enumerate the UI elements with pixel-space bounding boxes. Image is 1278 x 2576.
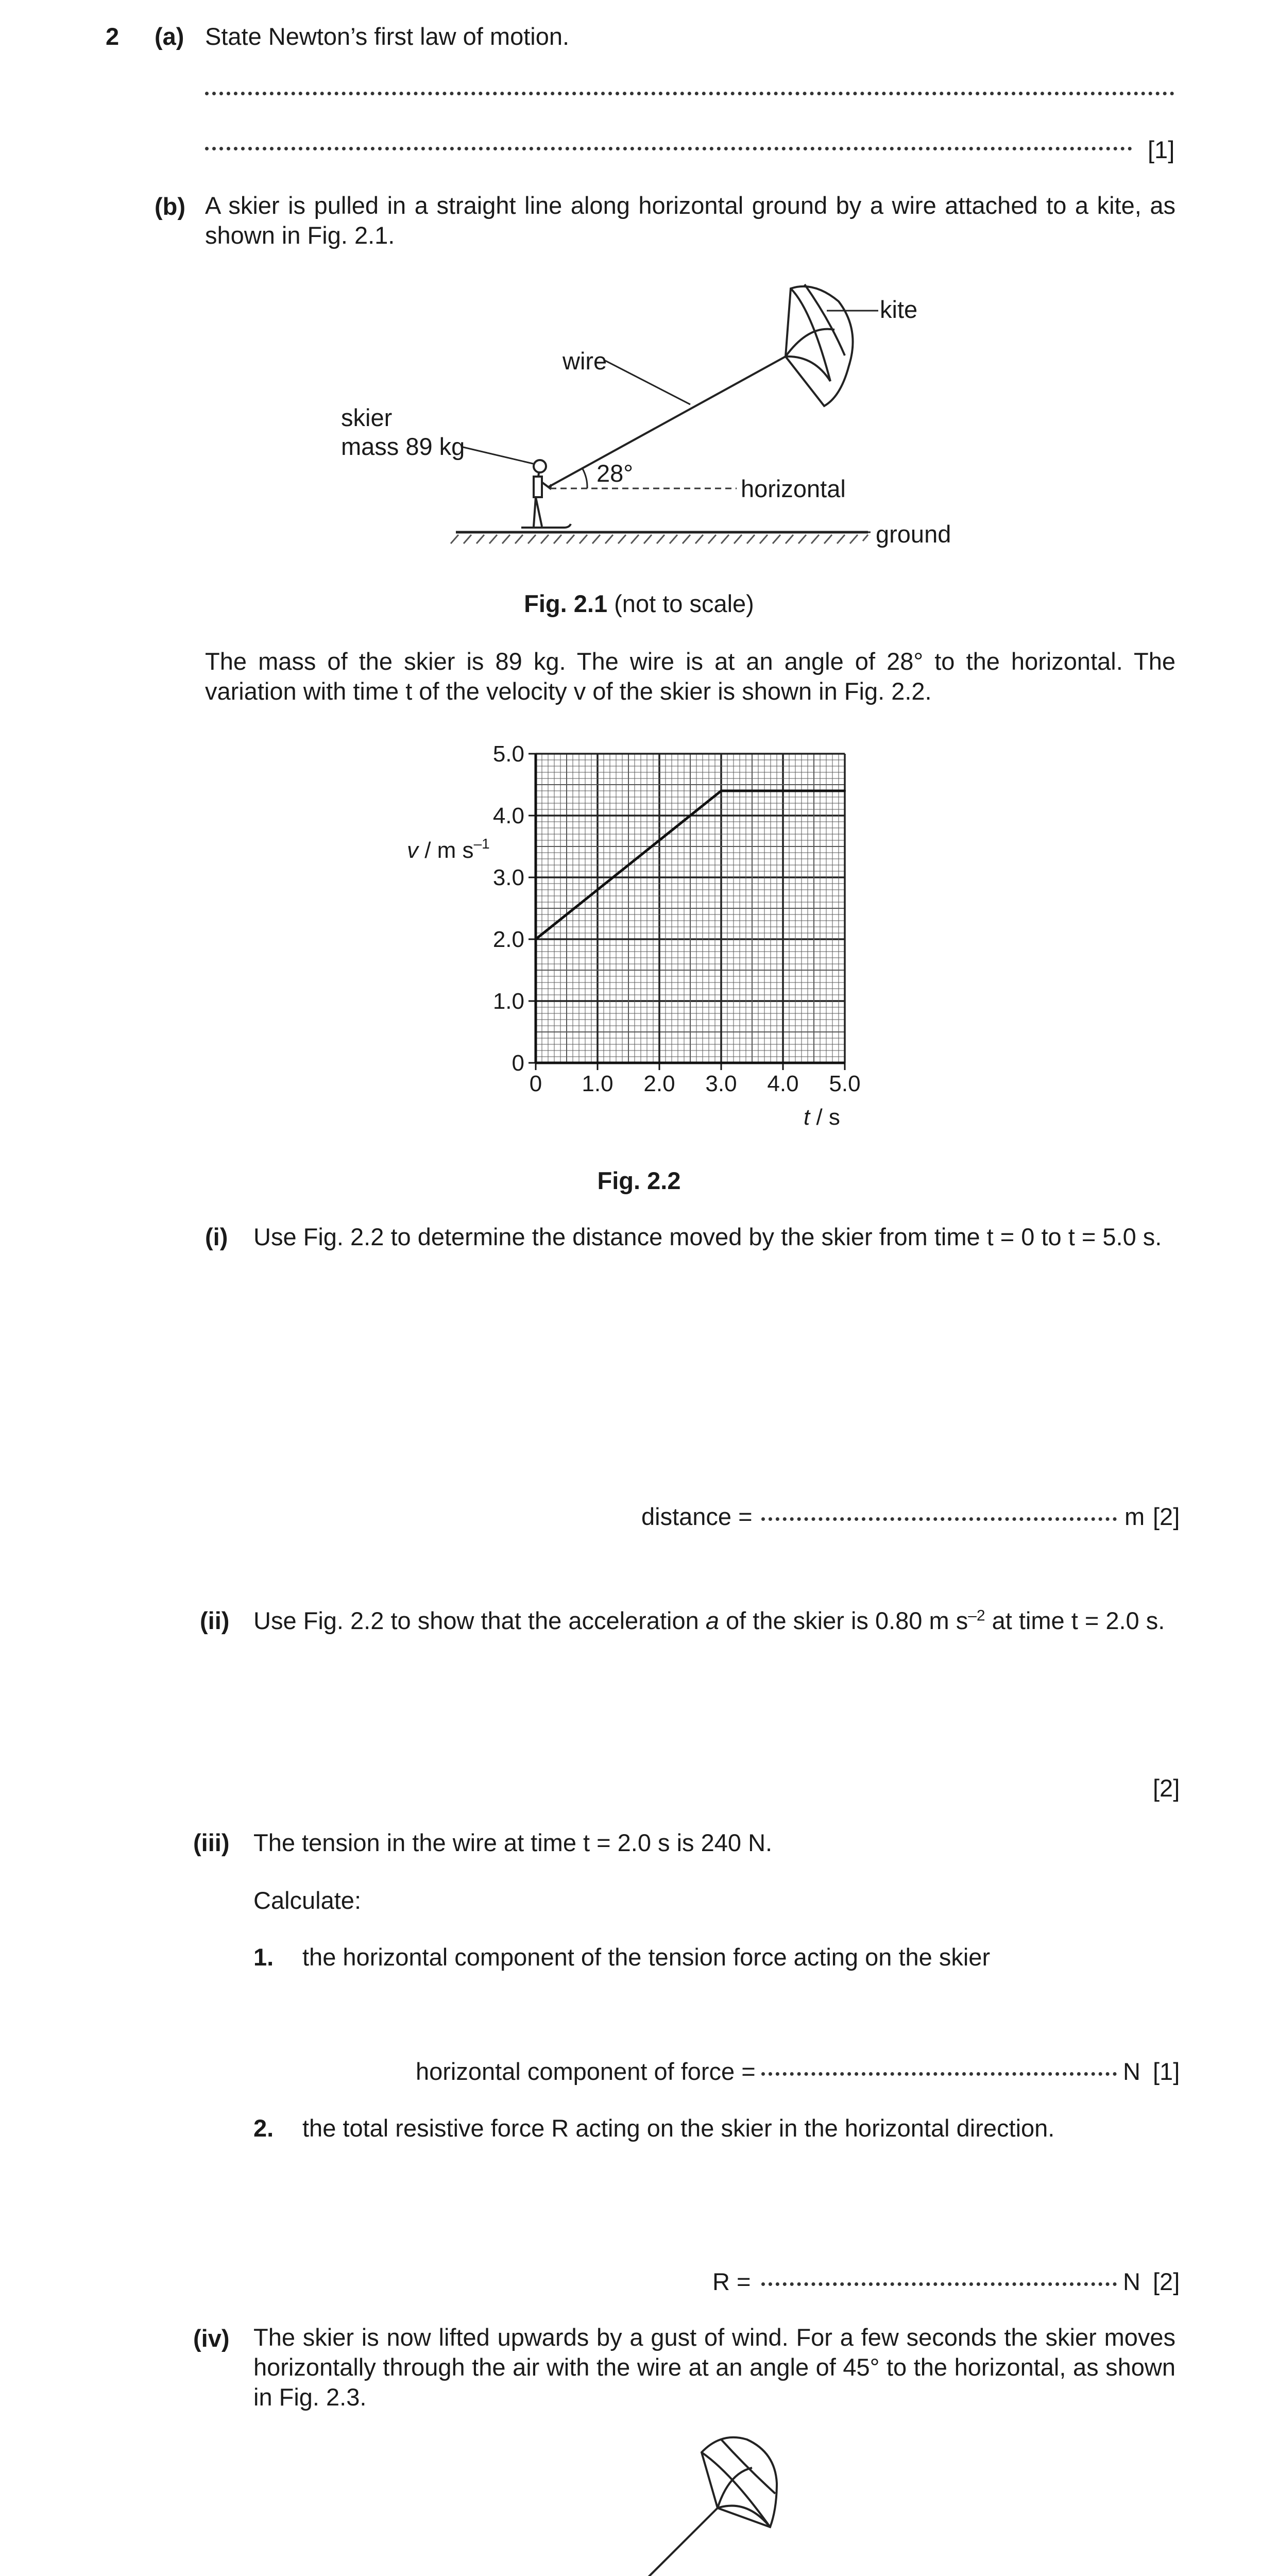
- mark-a: [1]: [1148, 136, 1175, 163]
- horizontal-component-prefix: horizontal component of force =: [416, 2058, 756, 2085]
- horizontal-component-unit: N: [1123, 2058, 1140, 2085]
- mark-iii-2: [2]: [1153, 2268, 1180, 2295]
- part-i-label: (i): [205, 1223, 228, 1250]
- calculate-text: Calculate:: [253, 1887, 361, 1914]
- wire-line: [549, 357, 786, 487]
- data-point: [535, 938, 537, 940]
- sub1-number: 1.: [253, 1943, 274, 1971]
- part-iii-label: (iii): [193, 1829, 230, 1856]
- skier-mass-label: mass 89 kg: [341, 433, 465, 460]
- skier-figure: [521, 460, 571, 528]
- distance-unit: m: [1124, 1503, 1145, 1530]
- fig-2-3-diagram: [0, 2421, 1278, 2576]
- part-ii-label: (ii): [200, 1607, 230, 1634]
- data-point: [844, 790, 846, 792]
- fig-2-1-diagram: [0, 268, 1278, 556]
- kite-figure: [786, 284, 853, 406]
- part-iv-text: The skier is now lifted upwards by a gust of wind. For a few seconds the skier moves horizontally through the air with the wire at an angle of 45° to the horizontal, as shown in Fig. 2.3.: [253, 2324, 1175, 2411]
- mark-i: [2]: [1153, 1503, 1180, 1530]
- resistive-force-answer-line[interactable]: [761, 2282, 1117, 2286]
- sub2-text: the total resistive force R acting on the skier in the horizontal direction.: [302, 2114, 1055, 2142]
- part-b-text: A skier is pulled in a straight line along horizontal ground by a wire attached to a kite, as shown in Fig. 2.1.: [205, 192, 1175, 249]
- distance-prefix: distance =: [641, 1503, 753, 1530]
- part-i-text: Use Fig. 2.2 to determine the distance moved by the skier from time t = 0 to t = 5.0 s.: [253, 1223, 1162, 1250]
- fig-2-2-graph: [0, 721, 1278, 1133]
- part-iv-label: (iv): [193, 2325, 230, 2352]
- part-a-label: (a): [155, 23, 184, 50]
- answer-line-a1[interactable]: [205, 92, 1174, 95]
- answer-line-a2[interactable]: [205, 147, 1132, 150]
- y-tick-label: 4.0: [492, 803, 524, 828]
- y-tick-label: 3.0: [492, 865, 524, 890]
- kite-label: kite: [880, 296, 918, 323]
- part-ii-text: Use Fig. 2.2 to show that the acceleration a of the skier is 0.80 m $s^{-2}$ at time t = 2.0 s.: [253, 1607, 1165, 1634]
- x-axis-label: t / s: [804, 1105, 840, 1130]
- horizontal-component-answer-line[interactable]: [761, 2072, 1117, 2076]
- part-iii-text: The tension in the wire at time t = 2.0 s is 240 N.: [253, 1829, 773, 1856]
- question-number: 2: [106, 23, 120, 50]
- wire-label: wire: [563, 347, 607, 375]
- ground-label: ground: [876, 520, 951, 548]
- x-tick-label: 5.0: [829, 1071, 861, 1096]
- part-b-label: (b): [155, 193, 186, 220]
- y-tick-label: 2.0: [492, 927, 524, 952]
- y-tick-label: 5.0: [492, 741, 524, 767]
- sub2-number: 2.: [253, 2114, 274, 2142]
- x-tick-label: 3.0: [705, 1071, 737, 1096]
- part-a-text: State Newton’s first law of motion.: [205, 23, 570, 50]
- part-b-text-2: The mass of the skier is 89 kg. The wire is at an angle of 28° to the horizontal. The variation with time t of the velocity v of the skier is shown in Fig. 2.2.: [205, 648, 1175, 705]
- data-point: [720, 790, 722, 792]
- y-axis-label: v / m $s^{-1}$: [407, 836, 490, 863]
- x-tick-label: 2.0: [643, 1071, 675, 1096]
- fig-2-1-caption: Fig. 2.1 (not to scale): [524, 590, 754, 617]
- distance-answer-line[interactable]: [761, 1517, 1117, 1521]
- x-tick-label: 1.0: [582, 1071, 614, 1096]
- y-tick-label: 0: [512, 1050, 524, 1076]
- fig-2-2-caption: Fig. 2.2: [597, 1167, 681, 1194]
- horizontal-label: horizontal: [741, 475, 846, 502]
- y-tick-label: 1.0: [492, 989, 524, 1014]
- resistive-force-prefix: R =: [712, 2268, 751, 2295]
- x-tick-label: 0: [529, 1071, 542, 1096]
- mark-ii: [2]: [1153, 1774, 1180, 1802]
- x-tick-label: 4.0: [767, 1071, 799, 1096]
- skier-label: skier: [341, 404, 393, 431]
- sub1-text: the horizontal component of the tension force acting on the skier: [302, 1943, 991, 1971]
- resistive-force-unit: N: [1123, 2268, 1140, 2295]
- mark-iii-1: [1]: [1153, 2058, 1180, 2085]
- wire-45-line: [551, 2508, 718, 2576]
- angle-28-label: 28°: [597, 460, 634, 487]
